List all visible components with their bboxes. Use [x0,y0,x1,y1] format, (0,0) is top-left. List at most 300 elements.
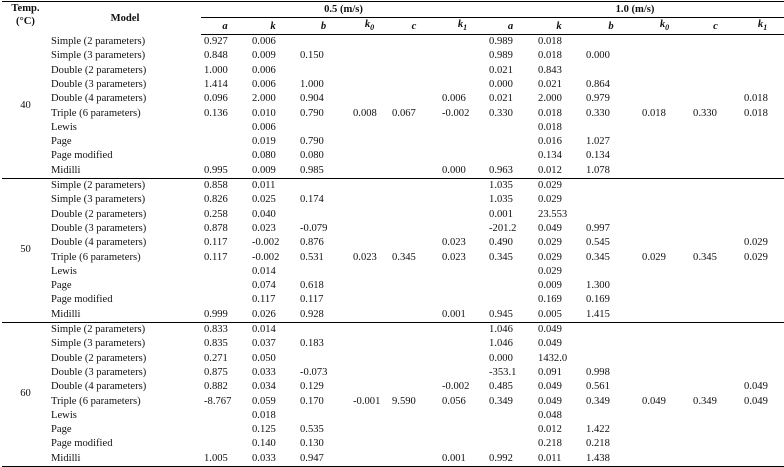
value-cell-v10-c [690,279,741,293]
value-cell-v05-k1 [439,64,486,78]
value-cell-v05-k1 [439,78,486,92]
value-cell-v05-a [201,265,249,279]
model-name-cell: Simple (3 parameters) [51,338,146,350]
value-cell-v05-b [297,35,350,50]
value-cell-v05-b [297,64,350,78]
value-cell-v10-k1 [741,279,784,293]
value-cell-v05-k: 0.140 [252,438,276,450]
param-header-k-group-1: k [535,18,583,35]
value-cell-v10-k1 [741,323,784,338]
value-cell-v10-k0 [639,35,690,50]
value-cell-v10-b: 0.349 [586,395,610,407]
table-row [2,135,784,149]
value-cell-v05-k: 0.006 [252,36,276,48]
value-cell-v05-k1 [439,293,486,307]
value-cell-v10-b: 0.134 [586,150,610,162]
value-cell-v05-c [389,409,439,423]
value-cell-v05-c [389,293,439,307]
value-cell-v05-c: 0.067 [392,107,416,119]
param-header-a-group-1: a [486,18,535,35]
param-header-k0-group-1: $k_0$ [639,18,690,35]
value-cell-v10-a: 0.021 [489,64,513,76]
value-cell-v05-a [201,149,249,163]
value-cell-v05-k1 [439,49,486,63]
value-cell-v10-a [486,121,535,135]
value-cell-v10-c [690,337,741,351]
value-cell-v10-k: 0.029 [538,180,562,192]
temp-header-label: Temp. [11,3,40,14]
value-cell-v10-k0 [639,78,690,92]
param-header-b-group-0: b [297,18,350,35]
value-cell-v10-c [690,121,741,135]
value-cell-v10-k1: 0.018 [744,93,768,105]
value-cell-v05-k0 [350,92,389,106]
value-cell-v05-k1 [439,366,486,380]
value-cell-v05-a: 0.875 [204,366,228,378]
table-row [2,78,784,92]
value-cell-v05-c [389,35,439,50]
value-cell-v10-k: 23.553 [538,208,568,220]
table-row [2,193,784,207]
table-row [2,279,784,293]
value-cell-v05-a: 1.000 [204,64,228,76]
value-cell-v10-c [690,452,741,467]
value-cell-v05-b: 0.790 [300,136,324,148]
value-cell-v05-a: 0.096 [204,93,228,105]
value-cell-v10-k0 [639,49,690,63]
value-cell-v05-a: 0.271 [204,352,228,364]
value-cell-v10-b: 0.330 [586,107,610,119]
value-cell-v05-c [389,366,439,380]
value-cell-v05-k0 [350,366,389,380]
model-name-cell: Double (4 parameters) [51,381,147,393]
table-row [2,452,784,467]
value-cell-v10-b [583,265,639,279]
value-cell-v05-b: 0.183 [300,338,324,350]
value-cell-v10-k0 [639,265,690,279]
model-name-cell: Triple (6 parameters) [51,395,141,407]
value-cell-v10-a: 0.992 [486,452,535,467]
model-name-cell: Double (2 parameters) [51,64,147,76]
table-row [2,121,784,135]
value-cell-v05-k1 [439,179,486,194]
value-cell-v10-k1 [741,293,784,307]
value-cell-v10-k: 0.005 [535,308,583,323]
value-cell-v05-k: 0.080 [252,150,276,162]
table-row [2,208,784,222]
model-name-cell: Page [51,424,72,436]
model-name-cell: Double (3 parameters) [51,79,147,90]
value-cell-v05-a: 0.117 [204,251,228,263]
value-cell-v10-a [486,149,535,163]
value-cell-v10-k0 [639,423,690,437]
value-cell-v10-c [690,35,741,50]
model-name-cell: Simple (3 parameters) [51,194,146,206]
temperature-cell: 50 [2,179,49,323]
value-cell-v10-c [690,293,741,307]
value-cell-v10-k0 [639,92,690,106]
value-cell-v10-b: 0.997 [586,222,610,234]
value-cell-v10-k1 [741,337,784,351]
value-cell-v05-c [389,49,439,63]
value-cell-v10-b [583,193,639,207]
table-row [2,35,784,50]
speed-group-header-1.0: 1.0 (m/s) [486,2,784,18]
value-cell-v05-k0 [350,452,389,467]
value-cell-v10-k0: 0.018 [642,107,666,119]
value-cell-v05-c [389,164,439,179]
value-cell-v05-c [389,423,439,437]
value-cell-v05-k1: 0.000 [439,164,486,179]
value-cell-v05-c [389,179,439,194]
value-cell-v10-a: 0.001 [489,208,513,220]
value-cell-v10-k: 0.843 [538,64,562,76]
value-cell-v05-k0 [350,437,389,451]
value-cell-v10-k1: 0.049 [744,381,768,393]
value-cell-v05-k0 [350,149,389,163]
value-cell-v05-a [201,279,249,293]
value-cell-v10-b [583,352,639,366]
value-cell-v10-a [486,279,535,293]
value-cell-v10-k: 0.169 [538,294,562,306]
table-header [2,2,784,35]
value-cell-v10-c [690,437,741,451]
model-name-cell: Simple (2 parameters) [51,35,146,47]
value-cell-v10-k1 [741,179,784,194]
value-cell-v10-b: 0.561 [586,381,610,393]
value-cell-v05-a: 1.414 [204,79,228,90]
table-row [2,437,784,451]
model-name-cell: Double (2 parameters) [51,352,147,364]
value-cell-v10-a [486,265,535,279]
value-cell-v10-b [583,121,639,135]
value-cell-v05-k1 [439,337,486,351]
model-column-header: Model [110,12,140,24]
value-cell-v05-a: 0.848 [204,50,228,62]
model-name-cell: Double (3 parameters) [51,366,147,378]
value-cell-v10-a: 0.000 [489,352,513,364]
table-row [2,251,784,265]
value-cell-v10-k0 [639,164,690,179]
value-cell-v10-k1: 0.018 [744,107,768,119]
value-cell-v05-b: 0.117 [300,294,324,306]
value-cell-v05-a: 0.136 [204,107,228,119]
value-cell-v10-k0 [639,380,690,394]
value-cell-v10-c [690,308,741,323]
value-cell-v10-k1 [741,423,784,437]
value-cell-v05-c [389,308,439,323]
value-cell-v05-a [201,409,249,423]
value-cell-v05-a [201,135,249,149]
value-cell-v05-k0: -0.001 [353,395,381,407]
value-cell-v05-a: 0.995 [201,164,249,179]
value-cell-v10-k: 0.049 [538,395,562,407]
value-cell-v10-b [583,337,639,351]
value-cell-v05-a: 0.878 [204,222,228,234]
value-cell-v05-k: 0.006 [252,121,276,133]
value-cell-v10-k: 0.049 [538,324,562,336]
value-cell-v05-k: 2.000 [252,93,276,105]
value-cell-v10-b: 1.027 [586,136,610,148]
value-cell-v10-c [690,222,741,236]
model-name-cell: Simple (2 parameters) [51,180,146,192]
value-cell-v05-k: 0.034 [252,381,276,393]
param-header-c-group-0: c [389,18,439,35]
model-name-cell: Midilli [49,164,201,179]
value-cell-v10-c [690,208,741,222]
value-cell-v05-k: 0.009 [252,50,276,62]
value-cell-v05-k0: 0.023 [353,251,377,263]
value-cell-v10-k: 0.018 [538,121,562,133]
value-cell-v10-a [486,409,535,423]
table-row [2,265,784,279]
value-cell-v05-c: 0.345 [392,251,416,263]
model-name-cell: Midilli [49,308,201,323]
value-cell-v05-k: 0.125 [252,424,276,436]
value-cell-v10-k1 [741,437,784,451]
value-cell-v05-b [297,179,350,194]
table-row [2,380,784,394]
value-cell-v10-c [690,179,741,194]
value-cell-v05-k0 [350,208,389,222]
temp-column-header [2,2,49,35]
value-cell-v05-k1 [439,409,486,423]
value-cell-v05-k0 [350,423,389,437]
value-cell-v05-b: 0.947 [297,452,350,467]
value-cell-v10-c [690,64,741,78]
value-cell-v05-k: 0.019 [252,136,276,148]
value-cell-v10-k1 [741,121,784,135]
value-cell-v10-k: 0.091 [538,366,562,378]
model-name-cell: Double (3 parameters) [51,222,147,234]
value-cell-v10-c [690,149,741,163]
value-cell-v10-c [690,193,741,207]
value-cell-v10-a: 0.989 [489,36,513,48]
value-cell-v10-a: 0.330 [489,107,513,119]
value-cell-v10-b [583,35,639,50]
model-name-cell: Simple (2 parameters) [51,324,146,336]
value-cell-v05-b: 1.000 [300,79,324,90]
table-row [2,64,784,78]
value-cell-v10-b: 0.218 [586,438,610,450]
value-cell-v10-k1 [741,64,784,78]
value-cell-v10-k: 0.018 [538,107,562,119]
value-cell-v05-k1 [439,265,486,279]
value-cell-v10-k: 0.049 [538,338,562,350]
value-cell-v10-k1: 0.049 [744,395,768,407]
value-cell-v05-b [297,352,350,366]
value-cell-v05-k0 [350,236,389,250]
table-row [2,323,784,338]
value-cell-v10-a [486,423,535,437]
value-cell-v05-c [389,64,439,78]
value-cell-v10-c: 0.330 [693,107,717,119]
value-cell-v05-a [201,437,249,451]
model-name-cell: Page modified [51,150,113,162]
value-cell-v10-k1 [741,352,784,366]
value-cell-v10-k1 [741,49,784,63]
value-cell-v10-a: 0.945 [486,308,535,323]
value-cell-v10-k: 0.049 [538,222,562,234]
value-cell-v10-k0 [639,437,690,451]
param-header-c-group-1: c [690,18,741,35]
value-cell-v10-c [690,135,741,149]
value-cell-v05-b: 0.080 [300,150,324,162]
value-cell-v10-c [690,78,741,92]
value-cell-v05-k0 [350,78,389,92]
value-cell-v10-k1 [741,135,784,149]
value-cell-v10-k1 [741,409,784,423]
value-cell-v05-k: 0.011 [252,180,276,192]
value-cell-v05-b: 0.790 [300,107,324,119]
value-cell-v10-b: 1.422 [586,424,610,436]
table-row [2,423,784,437]
model-name-cell: Lewis [51,265,77,277]
value-cell-v05-k1 [439,279,486,293]
value-cell-v10-k0 [639,179,690,194]
value-cell-v05-k1 [439,323,486,338]
value-cell-v10-a: 1.035 [489,194,513,206]
value-cell-v05-a: 0.999 [201,308,249,323]
model-name-cell: Lewis [51,121,77,133]
value-cell-v05-k1: -0.002 [442,107,470,119]
value-cell-v10-a: 0.485 [489,381,513,393]
value-cell-v05-k1: 0.001 [439,308,486,323]
value-cell-v05-k0 [350,352,389,366]
value-cell-v10-c [690,352,741,366]
value-cell-v10-c [690,409,741,423]
value-cell-v05-c [389,92,439,106]
value-cell-v05-k0 [350,179,389,194]
value-cell-v10-a [486,135,535,149]
value-cell-v10-a [486,437,535,451]
value-cell-v10-b: 0.545 [586,237,610,249]
value-cell-v10-k1: 0.029 [744,237,768,249]
value-cell-v05-k: 0.023 [252,222,276,234]
value-cell-v05-k: -0.002 [252,251,280,263]
value-cell-v10-b [583,64,639,78]
value-cell-v05-k1 [439,193,486,207]
value-cell-v05-k: 0.033 [249,452,297,467]
value-cell-v05-k: 0.010 [252,107,276,119]
value-cell-v05-k1 [439,437,486,451]
value-cell-v05-c [389,437,439,451]
value-cell-v05-b: 0.130 [300,438,324,450]
table-row [2,409,784,423]
value-cell-v10-k: 0.018 [538,50,562,62]
value-cell-v05-k: 0.059 [252,395,276,407]
value-cell-v10-k0 [639,149,690,163]
value-cell-v10-k1 [741,149,784,163]
param-header-a-group-0: a [201,18,249,35]
value-cell-v10-k0 [639,121,690,135]
table-row [2,337,784,351]
table-row [2,366,784,380]
value-cell-v05-k: 0.050 [252,352,276,364]
value-cell-v10-k1 [741,164,784,179]
value-cell-v05-a: 0.858 [204,180,228,192]
value-cell-v10-k: 0.049 [538,381,562,393]
value-cell-v05-c [389,279,439,293]
value-cell-v10-k0 [639,337,690,351]
value-cell-v10-c [690,92,741,106]
value-cell-v05-k0: 0.008 [353,107,377,119]
model-name-cell: Page modified [51,294,113,306]
value-cell-v05-c: 9.590 [392,395,416,407]
value-cell-v05-k0 [350,135,389,149]
param-header-k1-group-0: $k_1$ [439,18,486,35]
value-cell-v10-c [690,366,741,380]
value-cell-v10-c [690,323,741,338]
value-cell-v05-a: 1.005 [201,452,249,467]
value-cell-v10-c [690,236,741,250]
model-name-cell: Lewis [51,409,77,421]
value-cell-v05-k1 [439,149,486,163]
value-cell-v10-k0 [639,279,690,293]
value-cell-v05-b [297,323,350,338]
value-cell-v05-k1: 0.001 [439,452,486,467]
table-row [2,308,784,323]
value-cell-v05-a: 0.258 [204,208,228,220]
value-cell-v05-b [297,265,350,279]
value-cell-v05-c [389,121,439,135]
value-cell-v10-k1 [741,308,784,323]
table-row [2,92,784,106]
table-row [2,179,784,194]
value-cell-v10-c [690,164,741,179]
value-cell-v10-b: 0.000 [586,50,610,62]
value-cell-v05-b: 0.531 [300,251,324,263]
model-name-cell: Page modified [51,438,113,450]
value-cell-v05-k1 [439,423,486,437]
table-row [2,352,784,366]
model-name-cell: Triple (6 parameters) [51,251,141,263]
value-cell-v05-k0 [350,293,389,307]
model-name-cell: Midilli [49,452,201,467]
value-cell-v10-a: 0.490 [489,237,513,249]
value-cell-v05-k: 0.074 [252,280,276,292]
value-cell-v05-k0 [350,164,389,179]
value-cell-v05-c [389,380,439,394]
value-cell-v05-c [389,149,439,163]
value-cell-v05-k0 [350,64,389,78]
value-cell-v05-k: 0.009 [249,164,297,179]
value-cell-v05-k: 0.026 [249,308,297,323]
value-cell-v05-k: 0.025 [252,194,276,206]
value-cell-v05-b: 0.150 [300,50,324,62]
value-cell-v05-k0 [350,121,389,135]
value-cell-v10-a: -353.1 [489,366,517,378]
value-cell-v05-b [297,409,350,423]
value-cell-v05-k: 0.018 [252,409,276,421]
value-cell-v05-k1 [439,135,486,149]
model-parameters-table [2,1,784,467]
value-cell-v05-c [389,135,439,149]
value-cell-v05-c [389,236,439,250]
value-cell-v10-k0 [639,208,690,222]
value-cell-v10-b: 0.345 [586,251,610,263]
value-cell-v05-b: 0.928 [297,308,350,323]
table-row [2,164,784,179]
value-cell-v05-k: 0.117 [252,294,276,306]
value-cell-v05-b: -0.079 [300,222,328,234]
value-cell-v10-b [583,208,639,222]
value-cell-v10-k: 0.029 [538,251,562,263]
value-cell-v10-k: 1432.0 [538,352,568,364]
value-cell-v10-b: 1.078 [583,164,639,179]
table-row [2,107,784,121]
value-cell-v05-b: 0.129 [300,381,324,393]
